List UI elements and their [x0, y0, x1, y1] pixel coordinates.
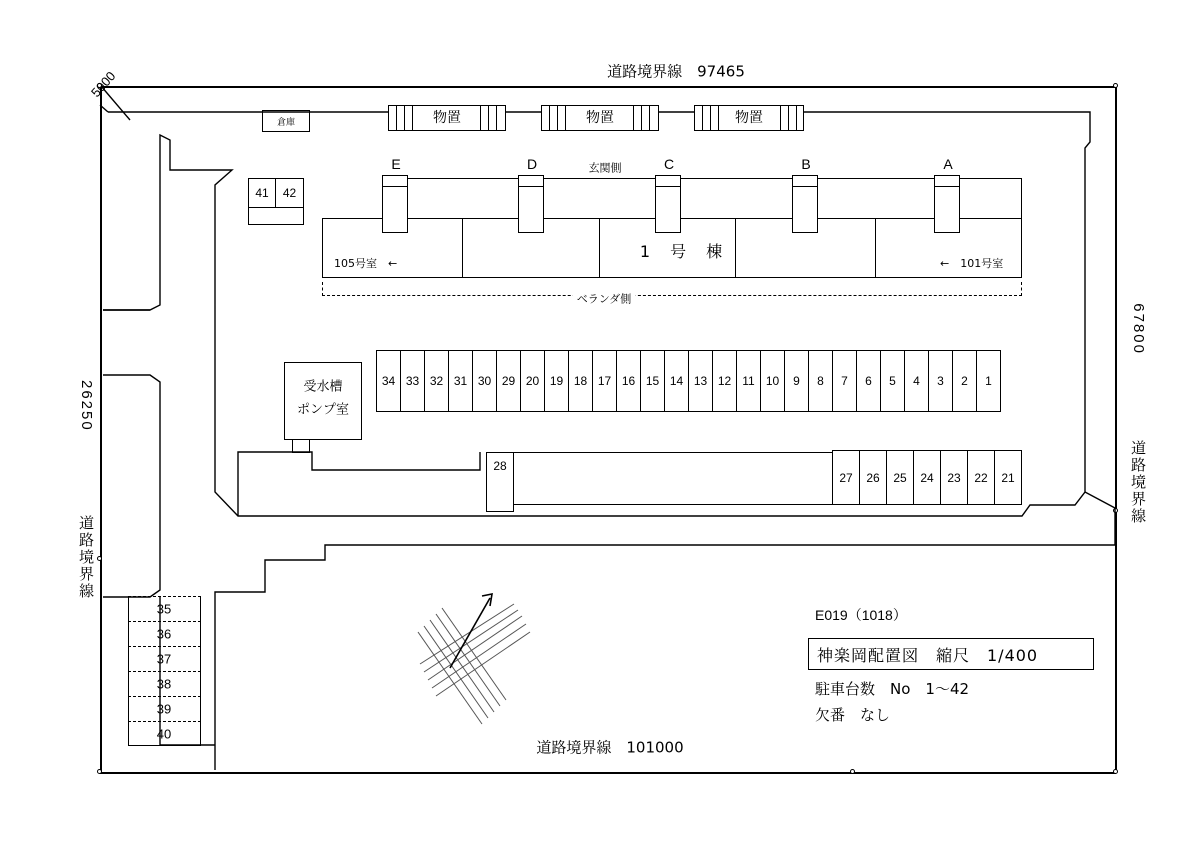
parking-cell-25[interactable]: 25	[886, 450, 914, 505]
parking-cell-11[interactable]: 11	[736, 350, 761, 412]
parking-cell-21[interactable]: 21	[994, 450, 1022, 505]
parking-cell-10[interactable]: 10	[760, 350, 785, 412]
stair-tower-C	[655, 175, 681, 233]
structure-monooki-1	[388, 105, 506, 131]
parking-cell-20[interactable]: 20	[520, 350, 545, 412]
stair-label-E: E	[391, 156, 401, 172]
parking-cell-28-wrap	[486, 452, 514, 512]
parking-row-lower-right	[832, 450, 1026, 505]
boundary-label-left: 道路境界線	[77, 515, 95, 600]
parking-cell-8[interactable]: 8	[808, 350, 833, 412]
parking-cell-23[interactable]: 23	[940, 450, 968, 505]
entrance-side-label: 玄関側	[588, 161, 622, 175]
parking-cell-37[interactable]: 37	[156, 651, 172, 667]
parking-cell-16[interactable]: 16	[616, 350, 641, 412]
parking-cell-13[interactable]: 13	[688, 350, 713, 412]
parking-cell-3[interactable]: 3	[928, 350, 953, 412]
room-label-101: ← 101号室	[940, 257, 1004, 270]
building-1go-tou	[322, 178, 1022, 278]
parking-cell-14[interactable]: 14	[664, 350, 689, 412]
lower-center-block	[513, 452, 833, 505]
parking-cell-38[interactable]: 38	[156, 676, 172, 692]
parking-cell-2[interactable]: 2	[952, 350, 977, 412]
missing-number-note: 欠番 なし	[815, 706, 891, 724]
structure-monooki-3	[694, 105, 804, 131]
water-tank-label: 受水槽	[303, 379, 343, 395]
tank-annex	[292, 439, 310, 453]
parking-cell-39[interactable]: 39	[156, 701, 172, 717]
stair-label-C: C	[663, 156, 675, 172]
parking-cell-19[interactable]: 19	[544, 350, 569, 412]
pump-room-label: ポンプ室	[296, 402, 350, 418]
stair-tower-E	[382, 175, 408, 233]
stair-label-A: A	[943, 156, 953, 172]
parking-row-main	[376, 350, 1026, 412]
parking-cell-24[interactable]: 24	[913, 450, 941, 505]
boundary-dim-left: 26250	[78, 380, 95, 432]
parking-cell-4[interactable]: 4	[904, 350, 929, 412]
stair-tower-B	[792, 175, 818, 233]
parking-cell-31[interactable]: 31	[448, 350, 473, 412]
parking-cell-41[interactable]: 41	[248, 178, 276, 208]
parking-count-note: 駐車台数 No 1～42	[815, 680, 970, 698]
room-label-105: 105号室 ←	[334, 257, 398, 270]
structure-monooki-1-label: 物置	[430, 111, 464, 125]
parking-cell-33[interactable]: 33	[400, 350, 425, 412]
boundary-label-top: 道路境界線 97465	[607, 62, 745, 81]
parking-cell-34[interactable]: 34	[376, 350, 401, 412]
boundary-label-bottom: 道路境界線 101000	[536, 738, 684, 757]
parking-cell-36[interactable]: 36	[156, 626, 172, 642]
drawing-title-box	[808, 638, 1094, 670]
structure-monooki-3-label: 物置	[732, 111, 766, 125]
parking-left-column	[128, 596, 202, 746]
parking-cell-30[interactable]: 30	[472, 350, 497, 412]
stair-tower-D	[518, 175, 544, 233]
parking-cell-22[interactable]: 22	[967, 450, 995, 505]
parking-cell-42[interactable]: 42	[275, 178, 304, 208]
parking-cell-6[interactable]: 6	[856, 350, 881, 412]
parking-pair-41-42	[248, 178, 304, 226]
parking-cell-12[interactable]: 12	[712, 350, 737, 412]
parking-cell-9[interactable]: 9	[784, 350, 809, 412]
parking-cell-35[interactable]: 35	[156, 601, 172, 617]
parking-cell-28[interactable]: 28	[486, 452, 514, 512]
structure-water-tank-pump-room	[284, 362, 362, 440]
building-name-label: 1 号 棟	[639, 242, 725, 261]
parking-cell-1[interactable]: 1	[976, 350, 1001, 412]
boundary-label-right: 道路境界線	[1129, 440, 1147, 525]
structure-monooki-2	[541, 105, 659, 131]
structure-monooki-2-label: 物置	[583, 111, 617, 125]
parking-cell-7[interactable]: 7	[832, 350, 857, 412]
veranda-dashed-area	[322, 282, 1022, 296]
parking-cell-15[interactable]: 15	[640, 350, 665, 412]
north-arrow-icon	[410, 580, 540, 740]
parking-cell-5[interactable]: 5	[880, 350, 905, 412]
parking-cell-17[interactable]: 17	[592, 350, 617, 412]
boundary-dim-right: 67800	[1130, 303, 1147, 355]
parking-cell-27[interactable]: 27	[832, 450, 860, 505]
stair-tower-A	[934, 175, 960, 233]
parking-cell-18[interactable]: 18	[568, 350, 593, 412]
veranda-side-label: ベランダ側	[573, 294, 636, 305]
parking-cell-26[interactable]: 26	[859, 450, 887, 505]
stair-label-D: D	[526, 156, 538, 172]
drawing-title: 神楽岡配置図 縮尺 1/400	[817, 645, 1039, 665]
stair-label-B: B	[801, 156, 811, 172]
boundary-dim-left-small: 5000	[88, 68, 119, 101]
drawing-code: E019（1018）	[815, 607, 907, 623]
structure-souko: 倉庫	[262, 110, 310, 132]
parking-cell-29[interactable]: 29	[496, 350, 521, 412]
parking-cell-40[interactable]: 40	[156, 726, 172, 742]
parking-cell-32[interactable]: 32	[424, 350, 449, 412]
